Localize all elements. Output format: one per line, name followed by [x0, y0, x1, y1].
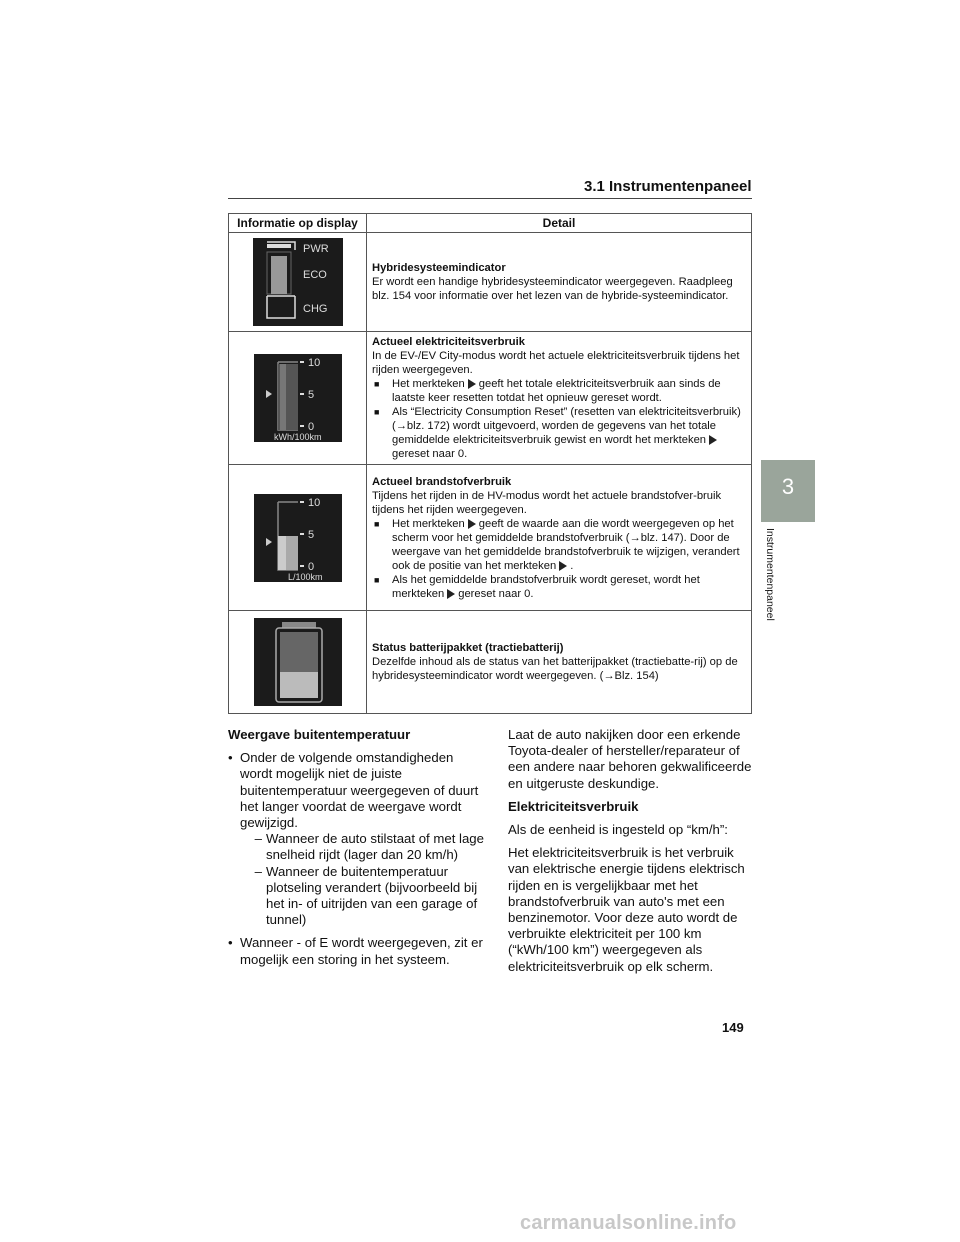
- svg-text:0: 0: [307, 421, 314, 433]
- list-item: ■ Als het gemiddelde brandstofverbruik wordt gereset, wordt het merkteken gereset naar 0.: [374, 573, 700, 600]
- svg-text:L/100km: L/100km: [287, 571, 323, 582]
- row-title: Hybridesysteemindicator: [372, 262, 506, 274]
- paragraph: Als de eenheid is ingesteld op “km/h”:: [508, 822, 728, 838]
- row-text: Dezelfde inhoud als de status van het batterijpakket (tractiebatte-rij) op de hybridesysteemindicator wordt weergegeven. (→Blz. 154): [372, 656, 738, 682]
- marker-triangle-icon: [447, 589, 455, 599]
- row-text: Tijdens het rijden in de HV-modus wordt het actuele brandstofver-bruik tijdens het rijden weergegeven.: [372, 489, 722, 516]
- paragraph: Laat de auto nakijken door een erkende Toyota-dealer of hersteller/reparateur of een andere naar behoren gekwalificeerde en uitgeruste deskundige.: [508, 727, 752, 791]
- marker-triangle-icon: [468, 379, 476, 389]
- sub-list-item: – Wanneer de buitentemperatuur plotseling verandert (bijvoorbeeld bij het in- of uitrijden van een garage of tunnel): [254, 863, 478, 928]
- marker-triangle-icon: [468, 519, 476, 529]
- battery-graphic: [254, 618, 342, 706]
- row-title: Status batterijpakket (tractiebatterij): [372, 642, 564, 654]
- list-item: ■ Als “Electricity Consumption Reset” (resetten van elektriciteitsverbruik) (→blz. 172) wordt uitgevoerd, worden de gegevens van het totale gemiddelde elektriciteitsverbruik gewist en wordt het merktekengereset naar 0.: [374, 406, 741, 460]
- list-item: ■ Het merkteken geeft de waarde aan die wordt weergegeven op het scherm voor het gemiddelde brandstofverbruik (→blz. 147). Door de weergave van het gemiddelde brandstofverbruik te wijzigen, verandert ook de positie van het merkteken .: [374, 517, 740, 572]
- hybrid-indicator-graphic: [253, 238, 343, 326]
- list-item: ■ Het merkteken geeft het totale elektriciteitsverbruik aan sinds de laatste keer resetten totdat het opnieuw gereset wordt.: [374, 378, 721, 404]
- electricity-gauge-graphic: [254, 354, 342, 442]
- fuel-gauge-icon: [254, 494, 342, 582]
- marker-triangle-icon: [709, 435, 717, 445]
- table-row: [229, 233, 752, 332]
- header-rule: [228, 198, 752, 199]
- svg-text:ECO: ECO: [302, 269, 327, 281]
- svg-text:PWR: PWR: [302, 243, 329, 255]
- svg-text:10: 10: [307, 496, 320, 509]
- square-bullet-icon: ■: [374, 379, 380, 389]
- section-heading: Elektriciteitsverbruik: [508, 798, 639, 814]
- bullet-dot-icon: •: [228, 750, 233, 766]
- section-heading: Weergave buitentemperatuur: [228, 727, 411, 742]
- svg-text:0: 0: [307, 560, 314, 573]
- list-item: • Onder de volgende omstandigheden wordt mogelijk niet de juiste buitentemperatuur weergegeven of duurt het langer voordat de weergave wordt gewijzigd. – Wanneer de auto stilstaat of met lage snelheid rijdt (lager dan 20 km/h) – Wanneer de buitentemperatuur plotseling verandert (bijvoorbeeld bij het in- of uitrijden van een garage of tunnel): [228, 750, 488, 928]
- paragraph: Het elektriciteitsverbruik is het verbruik van elektrische energie tijdens elektrisch rijden en is vergelijkbaar met het brandstofverbruik van auto's met een benzinemotor. Voor deze auto wordt de verbruikte elektriciteit per 100 km (“kWh/100 km”) weergegeven als elektriciteitsverbruik op elk scherm.: [508, 845, 745, 974]
- svg-text:kWh/100km: kWh/100km: [273, 432, 322, 442]
- right-column: [508, 727, 758, 982]
- electricity-gauge-icon: [254, 354, 342, 442]
- svg-text:10: 10: [307, 357, 320, 369]
- table-header-detail: Detail: [367, 214, 752, 233]
- row-title: Actueel brandstofverbruik: [372, 475, 512, 488]
- chapter-number: 3: [781, 474, 795, 499]
- watermark: carmanualsonline.info: [520, 1212, 737, 1234]
- list-item: • Wanneer - of E wordt weergegeven, zit er mogelijk een storing in het systeem.: [228, 935, 483, 967]
- table-row: [229, 611, 752, 714]
- section-title: 3.1 Instrumentenpaneel: [584, 178, 752, 195]
- marker-triangle-icon: [559, 561, 567, 571]
- battery-icon: [254, 618, 342, 706]
- svg-text:CHG: CHG: [302, 303, 327, 315]
- table-header-display: Informatie op display: [229, 214, 367, 233]
- fuel-gauge-graphic: [254, 494, 342, 582]
- display-info-table: [228, 213, 752, 714]
- square-bullet-icon: ■: [374, 574, 380, 585]
- svg-text:5: 5: [307, 528, 314, 541]
- square-bullet-icon: ■: [374, 407, 380, 417]
- square-bullet-icon: ■: [374, 518, 380, 529]
- left-column: [228, 727, 488, 975]
- chapter-label: Instrumentenpaneel: [764, 528, 776, 621]
- chapter-tab: [761, 460, 815, 522]
- row-text: Er wordt een handige hybridesysteemindicator weergegeven. Raadpleeg blz. 154 voor informatie over het lezen van de hybride-systeemindicator.: [372, 276, 733, 302]
- table-row: [229, 465, 752, 611]
- sub-list-item: – Wanneer de auto stilstaat of met lage snelheid rijdt (lager dan 20 km/h): [254, 831, 484, 863]
- bullet-dot-icon: •: [228, 935, 233, 951]
- svg-text:5: 5: [307, 389, 314, 401]
- hybrid-indicator-icon: [253, 238, 343, 326]
- row-title: Actueel elektriciteitsverbruik: [372, 336, 525, 348]
- table-row: [229, 332, 752, 465]
- page-number: 149: [722, 1020, 744, 1035]
- row-text: In de EV-/EV City-modus wordt het actuele elektriciteitsverbruik tijdens het rijden weergegeven.: [372, 350, 740, 376]
